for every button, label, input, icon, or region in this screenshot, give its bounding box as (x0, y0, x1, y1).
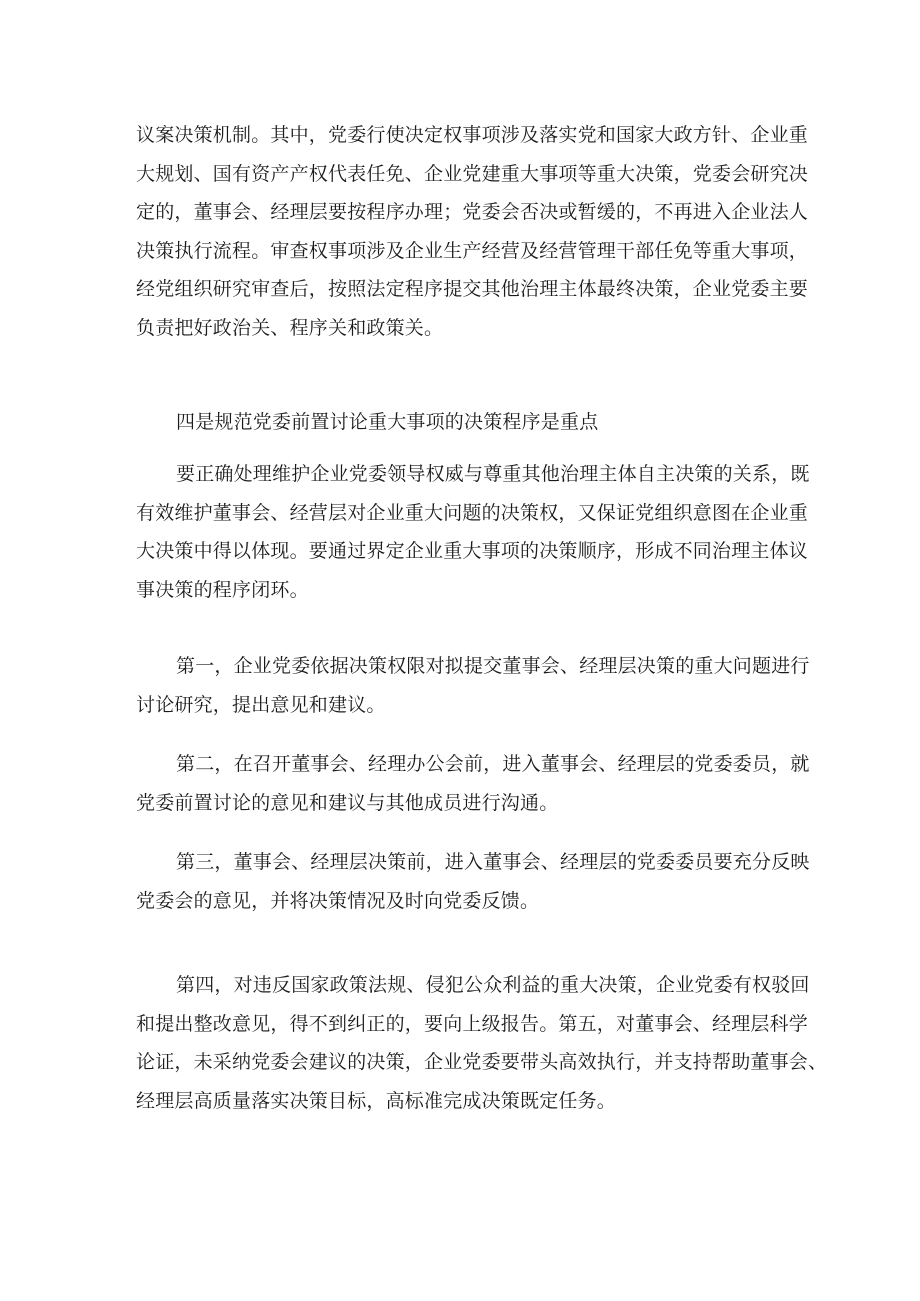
paragraph-fourth-fifth (136, 966, 828, 1120)
text-line: 党委前置讨论的意见和建议与其他成员进行沟通。 (136, 791, 559, 814)
text-line: 定的，董事会、经理层要按程序办理；党委会否决或暂缓的，不再进入企业法人 (136, 201, 809, 223)
text-line: 有效维护董事会、经营层对企业重大问题的决策权，又保证党组织意图在企业重 (136, 501, 809, 524)
text-line: 经党组织研究审查后，按照法定程序提交其他治理主体最终决策，企业党委主要 (136, 278, 809, 300)
text-line: 党委会的意见，并将决策情况及时向党委反馈。 (136, 889, 540, 912)
paragraph-third (136, 843, 810, 920)
text-line: 讨论研究，提出意见和建议。 (136, 693, 386, 716)
text-line: 第二，在召开董事会、经理办公会前，进入董事会、经理层的党委委员，就 (176, 753, 810, 775)
text-line: 要正确处理维护企业党委领导权威与尊重其他治理主体自主决策的关系，既 (176, 463, 810, 485)
paragraph-first (136, 647, 810, 724)
paragraph-decision-mechanism (136, 116, 809, 347)
text-line: 论证，未采纳党委会建议的决策，企业党委要带头高效执行，并支持帮助董事会、 (136, 1051, 828, 1073)
text-line: 第三，董事会、经理层决策前，进入董事会、经理层的党委委员要充分反映 (176, 851, 810, 873)
heading-text: 四是规范党委前置讨论重大事项的决策程序是重点 (176, 411, 599, 433)
text-line: 事决策的程序闭环。 (136, 578, 309, 601)
section-heading-four (136, 403, 796, 442)
text-line: 第一，企业党委依据决策权限对拟提交董事会、经理层决策的重大问题进行 (176, 655, 810, 677)
text-line: 和提出整改意见，得不到纠正的，要向上级报告。第五，对董事会、经理层科学 (136, 1012, 809, 1035)
text-line: 大决策中得以体现。要通过界定企业重大事项的决策顺序，形成不同治理主体议 (136, 540, 809, 562)
text-line: 大规划、国有资产产权代表任免、企业党建重大事项等重大决策，党委会研究决 (136, 162, 809, 185)
paragraph-handle-relations (136, 455, 810, 609)
text-line: 第四，对违反国家政策法规、侵犯公众利益的重大决策，企业党委有权驳回 (176, 974, 810, 996)
text-line: 议案决策机制。其中，党委行使决定权事项涉及落实党和国家大政方针、企业重 (136, 124, 809, 146)
text-line: 经理层高质量落实决策目标，高标准完成决策既定任务。 (136, 1089, 617, 1112)
paragraph-second (136, 745, 810, 822)
text-line: 决策执行流程。审查权事项涉及企业生产经营及经营管理干部任免等重大事项， (136, 239, 809, 262)
text-line: 负责把好政治关、程序关和政策关。 (136, 316, 444, 339)
